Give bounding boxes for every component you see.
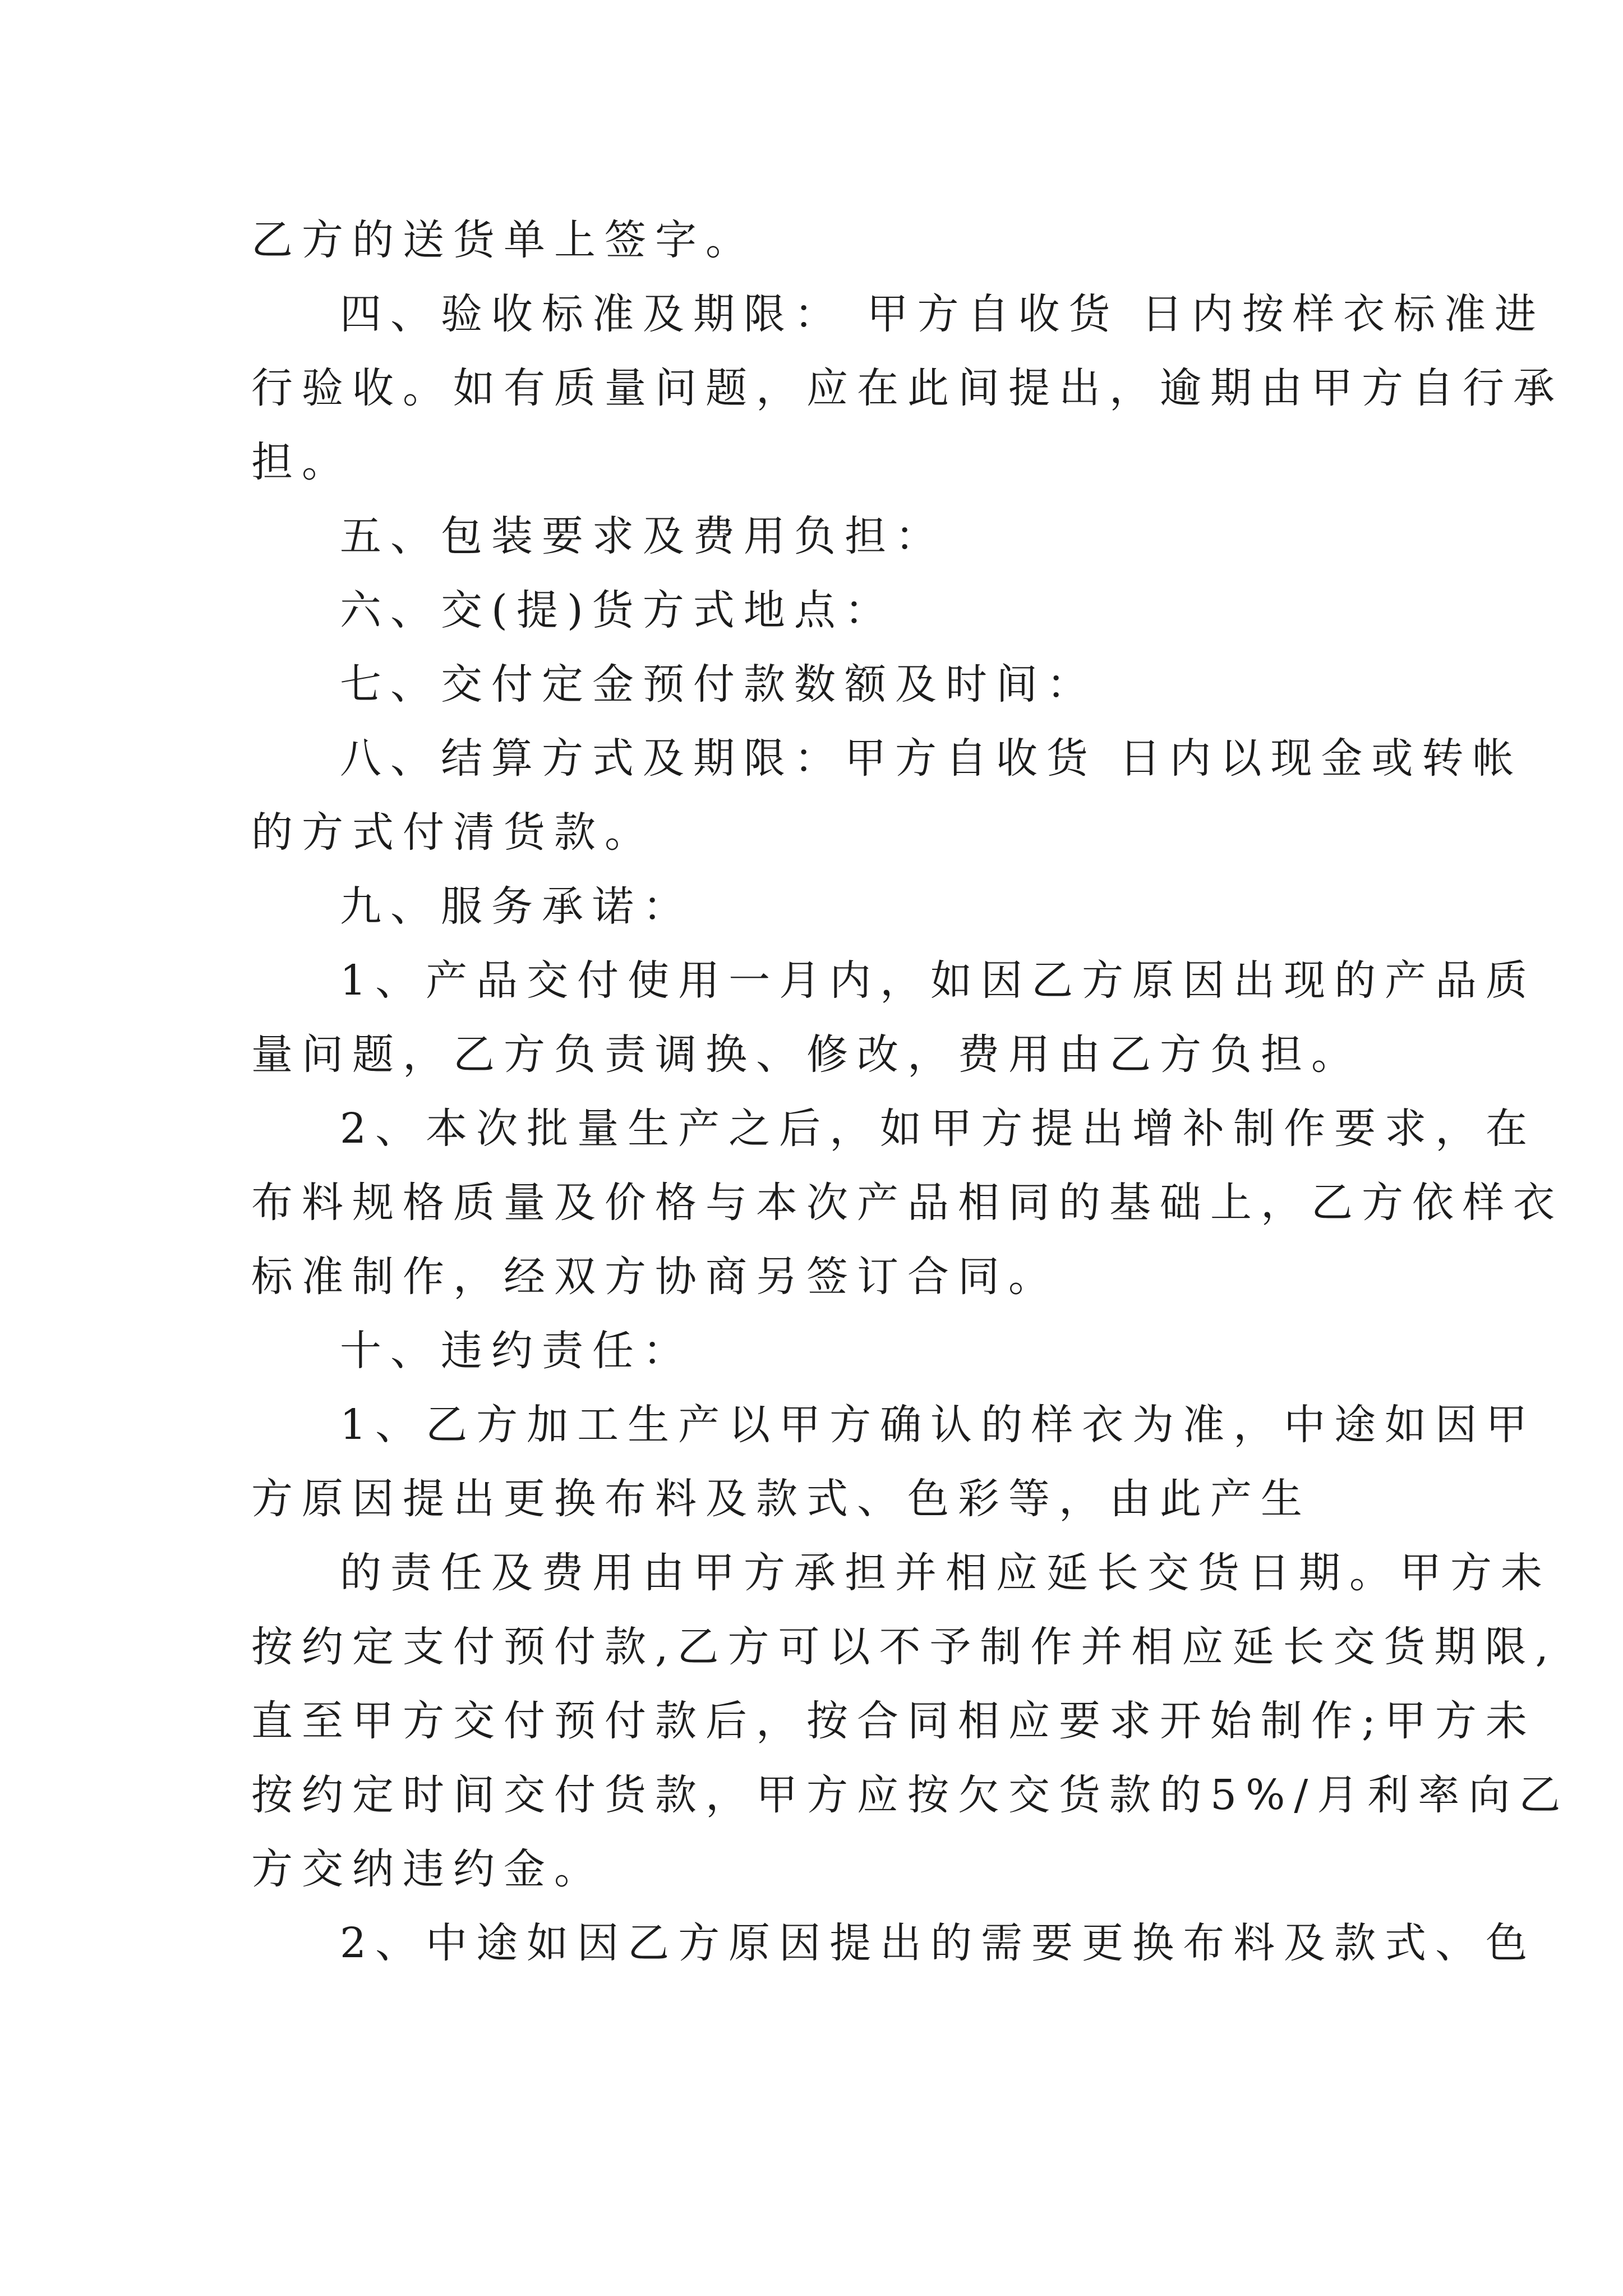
text-line: 方原因提出更换布料及款式、色彩等，由此产生 (251, 1475, 1311, 1523)
text-line: 按约定支付预付款,乙方可以不予制作并相应延长交货期限, (251, 1623, 1558, 1671)
text-line: 量问题，乙方负责调换、修改，费用由乙方负担。 (251, 1030, 1362, 1079)
text-line: 担。 (251, 438, 352, 486)
text-line: 九、服务承诺： (340, 882, 693, 931)
text-line: 行验收。如有质量问题，应在此间提出，逾期由甲方自行承 (251, 364, 1564, 412)
text-line: 2、本次批量生产之后，如甲方提出增补制作要求，在 (340, 1105, 1537, 1153)
text-line: 的方式付清货款。 (251, 808, 655, 857)
text-line: 按约定时间交付货款，甲方应按欠交货款的5%/月利率向乙 (251, 1771, 1570, 1819)
text-line: 1、产品交付使用一月内，如因乙方原因出现的产品质 (340, 956, 1537, 1005)
text-line: 十、违约责任： (340, 1327, 693, 1375)
text-line: 直至甲方交付预付款后，按合同相应要求开始制作;甲方未 (251, 1697, 1536, 1745)
text-line: 八、结算方式及期限：甲方自收货 日内以现金或转帐 (340, 734, 1523, 783)
text-line: 乙方的送货单上签字。 (251, 216, 756, 264)
text-line: 方交纳违约金。 (251, 1845, 605, 1893)
contract-body (251, 203, 1570, 1980)
text-line: 1、乙方加工生产以甲方确认的样衣为准，中途如因甲 (340, 1401, 1537, 1449)
text-line: 的责任及费用由甲方承担并相应延长交货日期。甲方未 (340, 1549, 1551, 1597)
text-line: 六、交(提)货方式地点： (340, 586, 895, 634)
text-line: 四、验收标准及期限： 甲方自收货 日内按样衣标准进 (340, 290, 1546, 338)
text-line: 标准制作，经双方协商另签订合同。 (251, 1253, 1059, 1301)
text-line: 七、交付定金预付款数额及时间： (340, 660, 1097, 708)
text-line: 2、中途如因乙方原因提出的需要更换布料及款式、色 (340, 1919, 1537, 1967)
text-line: 五、包装要求及费用负担： (340, 512, 946, 560)
text-line: 布料规格质量及价格与本次产品相同的基础上，乙方依样衣 (251, 1179, 1564, 1227)
